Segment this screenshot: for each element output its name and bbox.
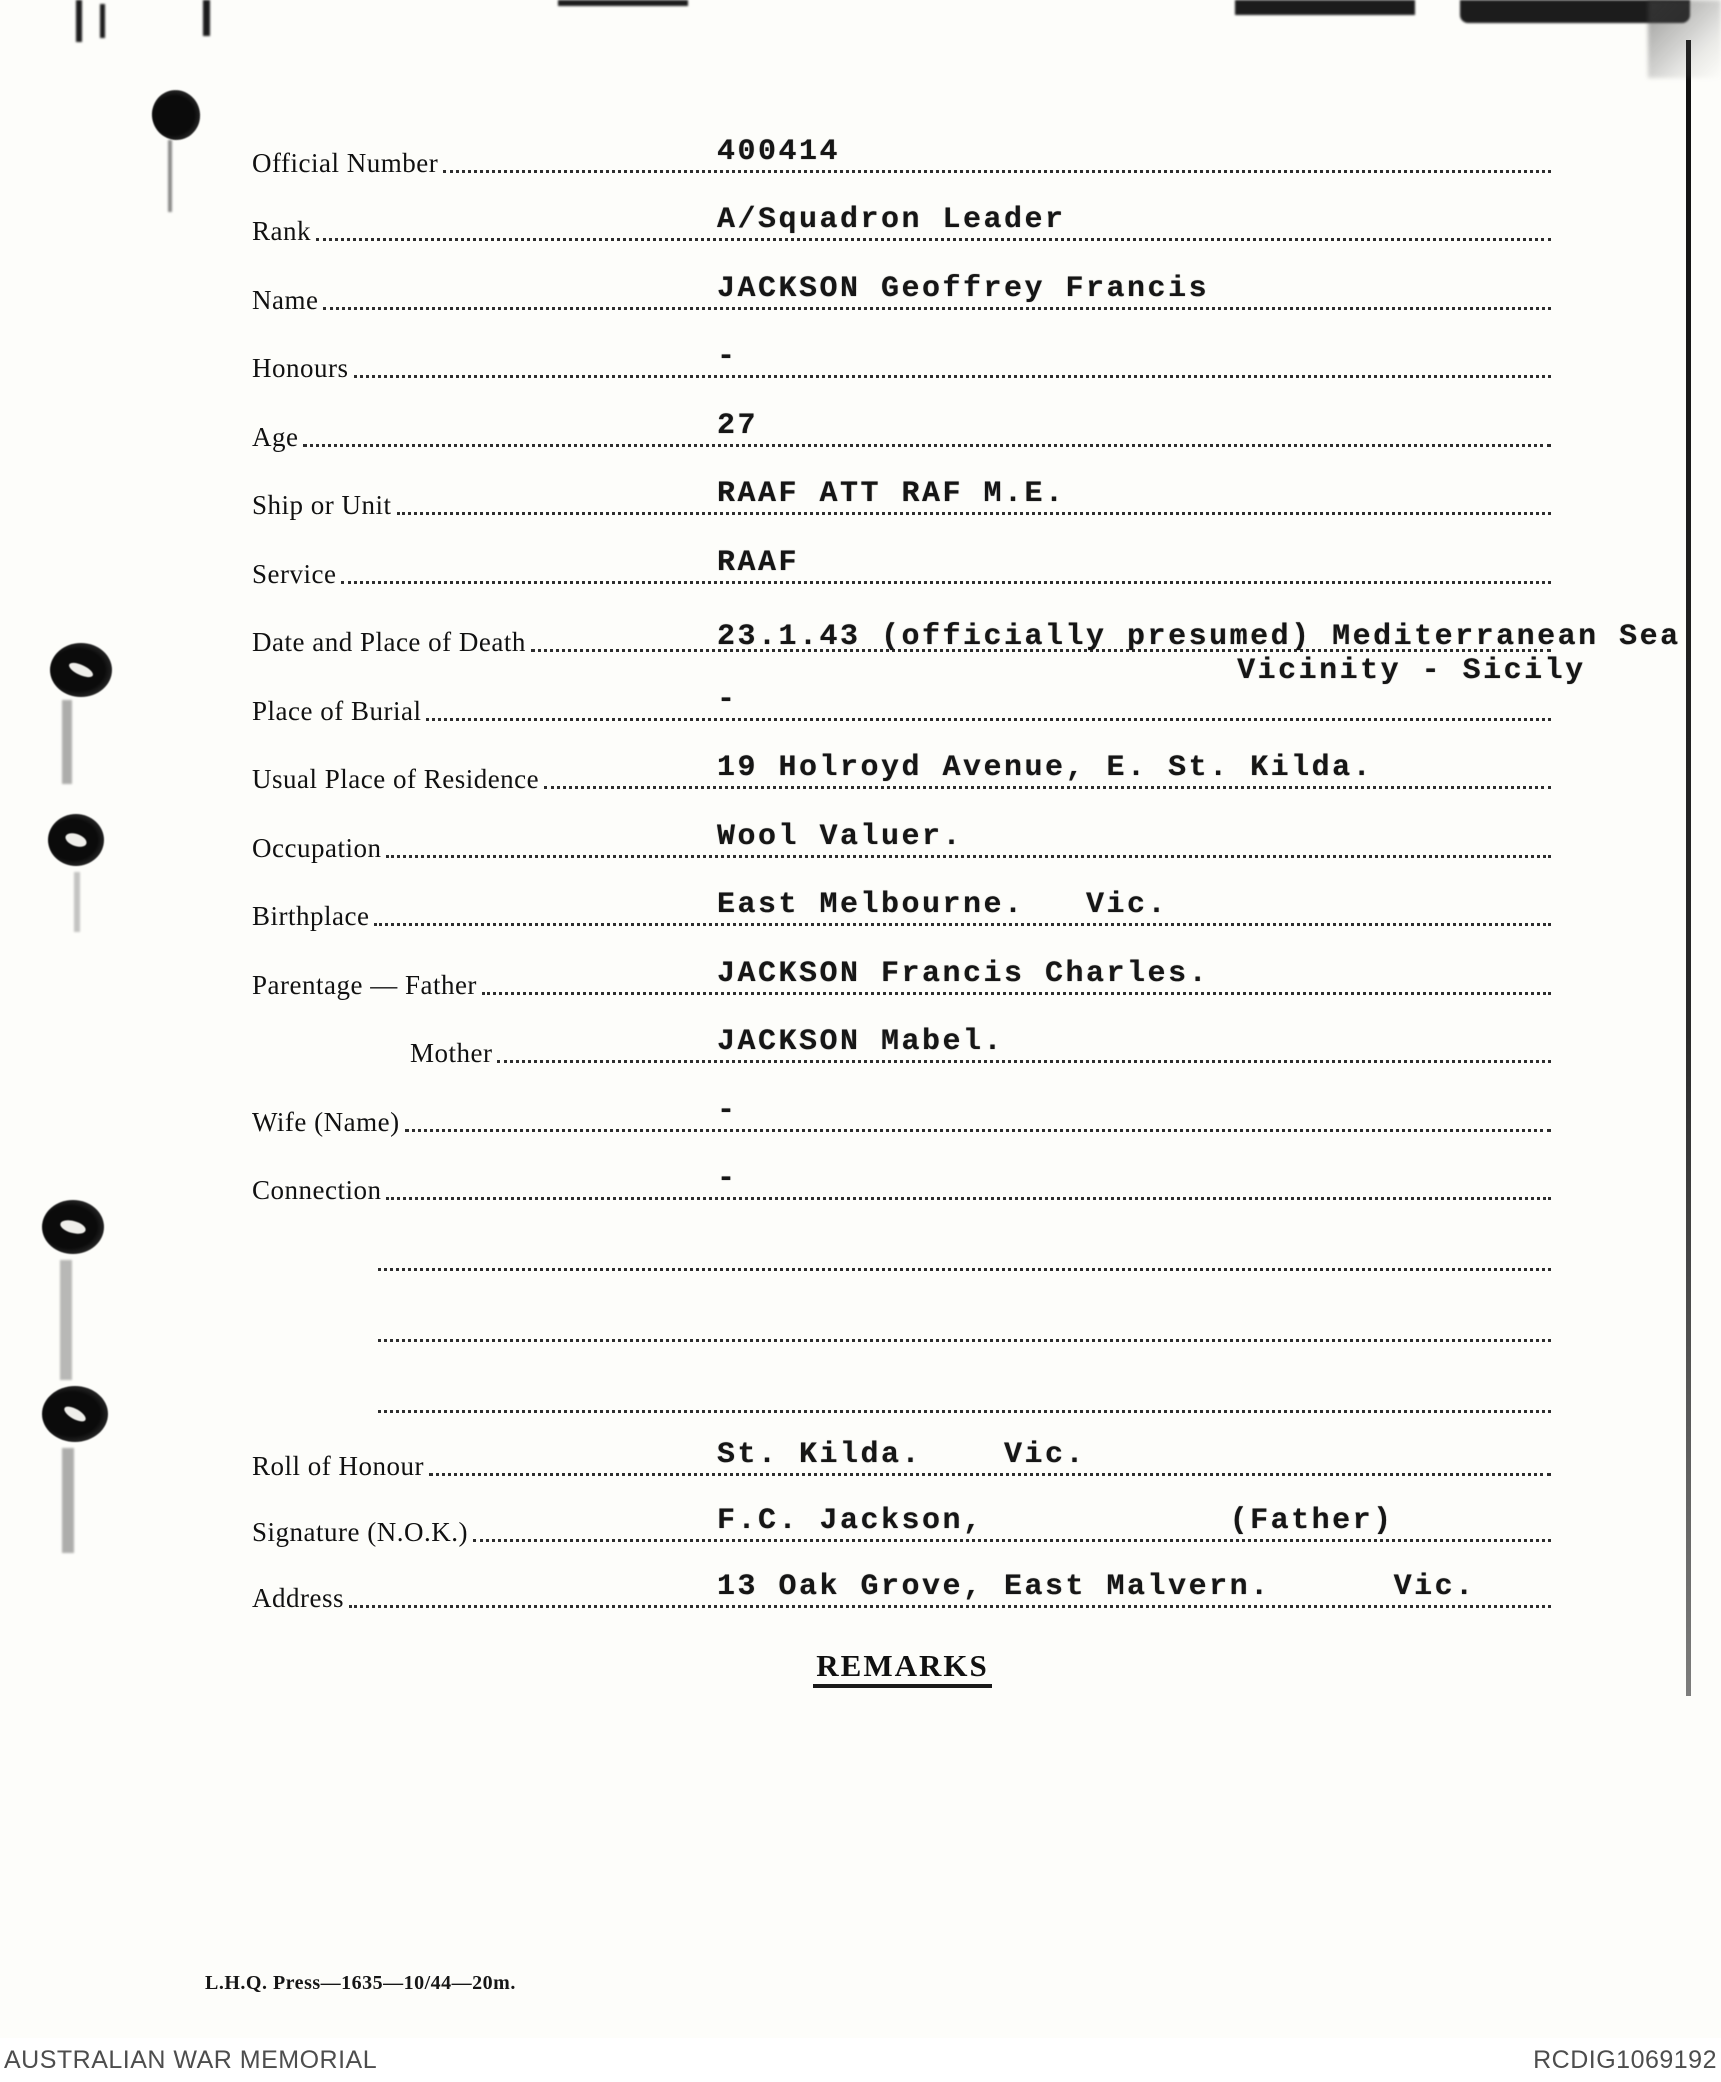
field-label: Service <box>252 558 337 589</box>
field-label: Parentage — Father <box>252 969 477 1000</box>
field-label: Name <box>252 284 319 315</box>
field-value: St. Kilda. Vic. <box>717 1438 1087 1472</box>
field-value: 19 Holroyd Avenue, E. St. Kilda. <box>717 751 1374 785</box>
dotted-leader <box>316 238 1551 241</box>
form-row-signature-nok <box>252 1482 1553 1548</box>
form-row-connection <box>252 1138 1553 1207</box>
dotted-leader <box>374 923 1551 926</box>
hole-punch-center <box>67 660 95 680</box>
field-value: - <box>717 1093 738 1128</box>
field-value: Wool Valuer. <box>717 819 964 854</box>
form-row-ship-or-unit <box>252 453 1553 522</box>
dotted-leader <box>473 1539 1551 1542</box>
scan-mark <box>1235 0 1415 15</box>
death-value-line2: Vicinity - Sicily <box>1237 654 1586 688</box>
hole-punch-center <box>59 1218 87 1236</box>
dotted-leader <box>397 512 1551 515</box>
field-value: A/Squadron Leader <box>717 203 1066 237</box>
field-label: Mother <box>410 1038 493 1068</box>
scan-streak <box>74 872 80 932</box>
field-value: 13 Oak Grove, East Malvern. Vic. <box>717 1570 1476 1604</box>
field-label: Wife (Name) <box>252 1106 400 1137</box>
field-label: Connection <box>252 1175 382 1205</box>
archive-name: AUSTRALIAN WAR MEMORIAL <box>4 2045 378 2074</box>
dotted-leader <box>443 170 1551 173</box>
record-id: RCDIG1069192 <box>1533 2045 1717 2074</box>
field-value: 400414 <box>717 134 841 169</box>
form-row-wife <box>252 1069 1553 1138</box>
form-row-service <box>252 521 1553 590</box>
hole-punch-mark <box>48 814 104 866</box>
scan-mark <box>558 0 688 6</box>
field-label: Address <box>252 1583 344 1613</box>
dotted-leader <box>386 855 1551 858</box>
hole-punch-center <box>62 1404 88 1425</box>
scan-streak <box>60 1260 72 1380</box>
form-row-place-of-burial <box>252 658 1553 727</box>
casualty-record-form <box>252 110 1681 1614</box>
field-value: JACKSON Geoffrey Francis <box>717 271 1210 306</box>
field-value: JACKSON Francis Charles. <box>717 956 1210 991</box>
death-value-line1: 23.1.43 (officially presumed) Mediterranean Sea <box>717 620 1681 654</box>
form-row-usual-residence <box>252 727 1553 796</box>
remarks-section-heading <box>252 1648 1553 1684</box>
field-label: Birthplace <box>252 901 370 931</box>
dotted-leader <box>303 444 1551 447</box>
field-value: JACKSON Mabel. <box>717 1025 1005 1059</box>
form-row-official-number <box>252 110 1553 179</box>
remarks-heading-text: REMARKS <box>813 1648 991 1688</box>
dotted-leader <box>378 1339 1551 1342</box>
field-label: Place of Burial <box>252 695 422 726</box>
scan-streak <box>62 700 72 784</box>
dotted-leader <box>349 1605 1551 1608</box>
form-row-address <box>252 1548 1553 1614</box>
form-row-mother <box>252 1001 1553 1070</box>
form-row-rank <box>252 179 1553 248</box>
form-row-birthplace <box>252 864 1553 933</box>
field-value: 27 <box>717 408 759 443</box>
field-label: Roll of Honour <box>252 1451 424 1481</box>
field-value: RAAF ATT RAF M.E. <box>717 477 1066 511</box>
hole-punch-center <box>64 831 89 850</box>
field-value: - <box>717 1162 738 1196</box>
scan-smudge <box>1648 0 1721 78</box>
form-row-date-place-of-death <box>252 590 1681 688</box>
scan-streak <box>168 140 172 212</box>
hole-punch-mark <box>146 85 205 146</box>
dotted-leader <box>323 307 1551 310</box>
scan-mark <box>100 4 105 38</box>
field-label: Rank <box>252 216 311 246</box>
field-label: Occupation <box>252 832 382 863</box>
form-row-roll-of-honour <box>252 1419 1553 1482</box>
printer-imprint: L.H.Q. Press—1635—10/44—20m. <box>205 1972 516 1994</box>
page-edge-line <box>1686 40 1691 1696</box>
dotted-leader <box>544 786 1551 789</box>
dotted-leader <box>497 1060 1551 1063</box>
form-row-name <box>252 247 1553 316</box>
form-row-age <box>252 384 1553 453</box>
form-row-occupation <box>252 795 1553 864</box>
field-label: Honours <box>252 353 349 383</box>
field-value: - <box>717 340 738 374</box>
field-label: Ship or Unit <box>252 490 392 520</box>
hole-punch-mark <box>42 1386 108 1442</box>
blank-dotted-line <box>252 1348 1553 1419</box>
dotted-leader <box>378 1268 1551 1271</box>
field-label: Official Number <box>252 147 439 178</box>
field-label: Signature (N.O.K.) <box>252 1517 468 1547</box>
dotted-leader <box>386 1197 1551 1200</box>
hole-punch-mark <box>50 643 112 697</box>
field-label: Age <box>252 421 299 452</box>
form-row-honours <box>252 316 1553 385</box>
field-value: East Melbourne. Vic. <box>717 888 1169 922</box>
dotted-leader <box>426 718 1551 721</box>
dotted-leader <box>378 1410 1551 1413</box>
blank-dotted-line <box>252 1277 1553 1348</box>
scan-streak <box>62 1448 74 1553</box>
blank-dotted-line <box>252 1206 1553 1277</box>
digitisation-footer <box>0 2038 1721 2082</box>
hole-punch-mark <box>42 1200 104 1254</box>
scan-mark <box>203 0 210 36</box>
field-label: Usual Place of Residence <box>252 764 540 794</box>
dotted-leader <box>354 375 1552 378</box>
form-row-father <box>252 932 1553 1001</box>
field-value: - <box>717 682 738 717</box>
scan-mark <box>76 0 82 42</box>
dotted-leader <box>482 992 1551 995</box>
field-value: RAAF <box>717 545 800 580</box>
field-label: Date and Place of Death <box>252 627 526 657</box>
dotted-leader <box>429 1473 1551 1476</box>
dotted-leader <box>405 1129 1551 1132</box>
dotted-leader <box>341 581 1551 584</box>
field-value: F.C. Jackson, (Father) <box>717 1504 1394 1538</box>
